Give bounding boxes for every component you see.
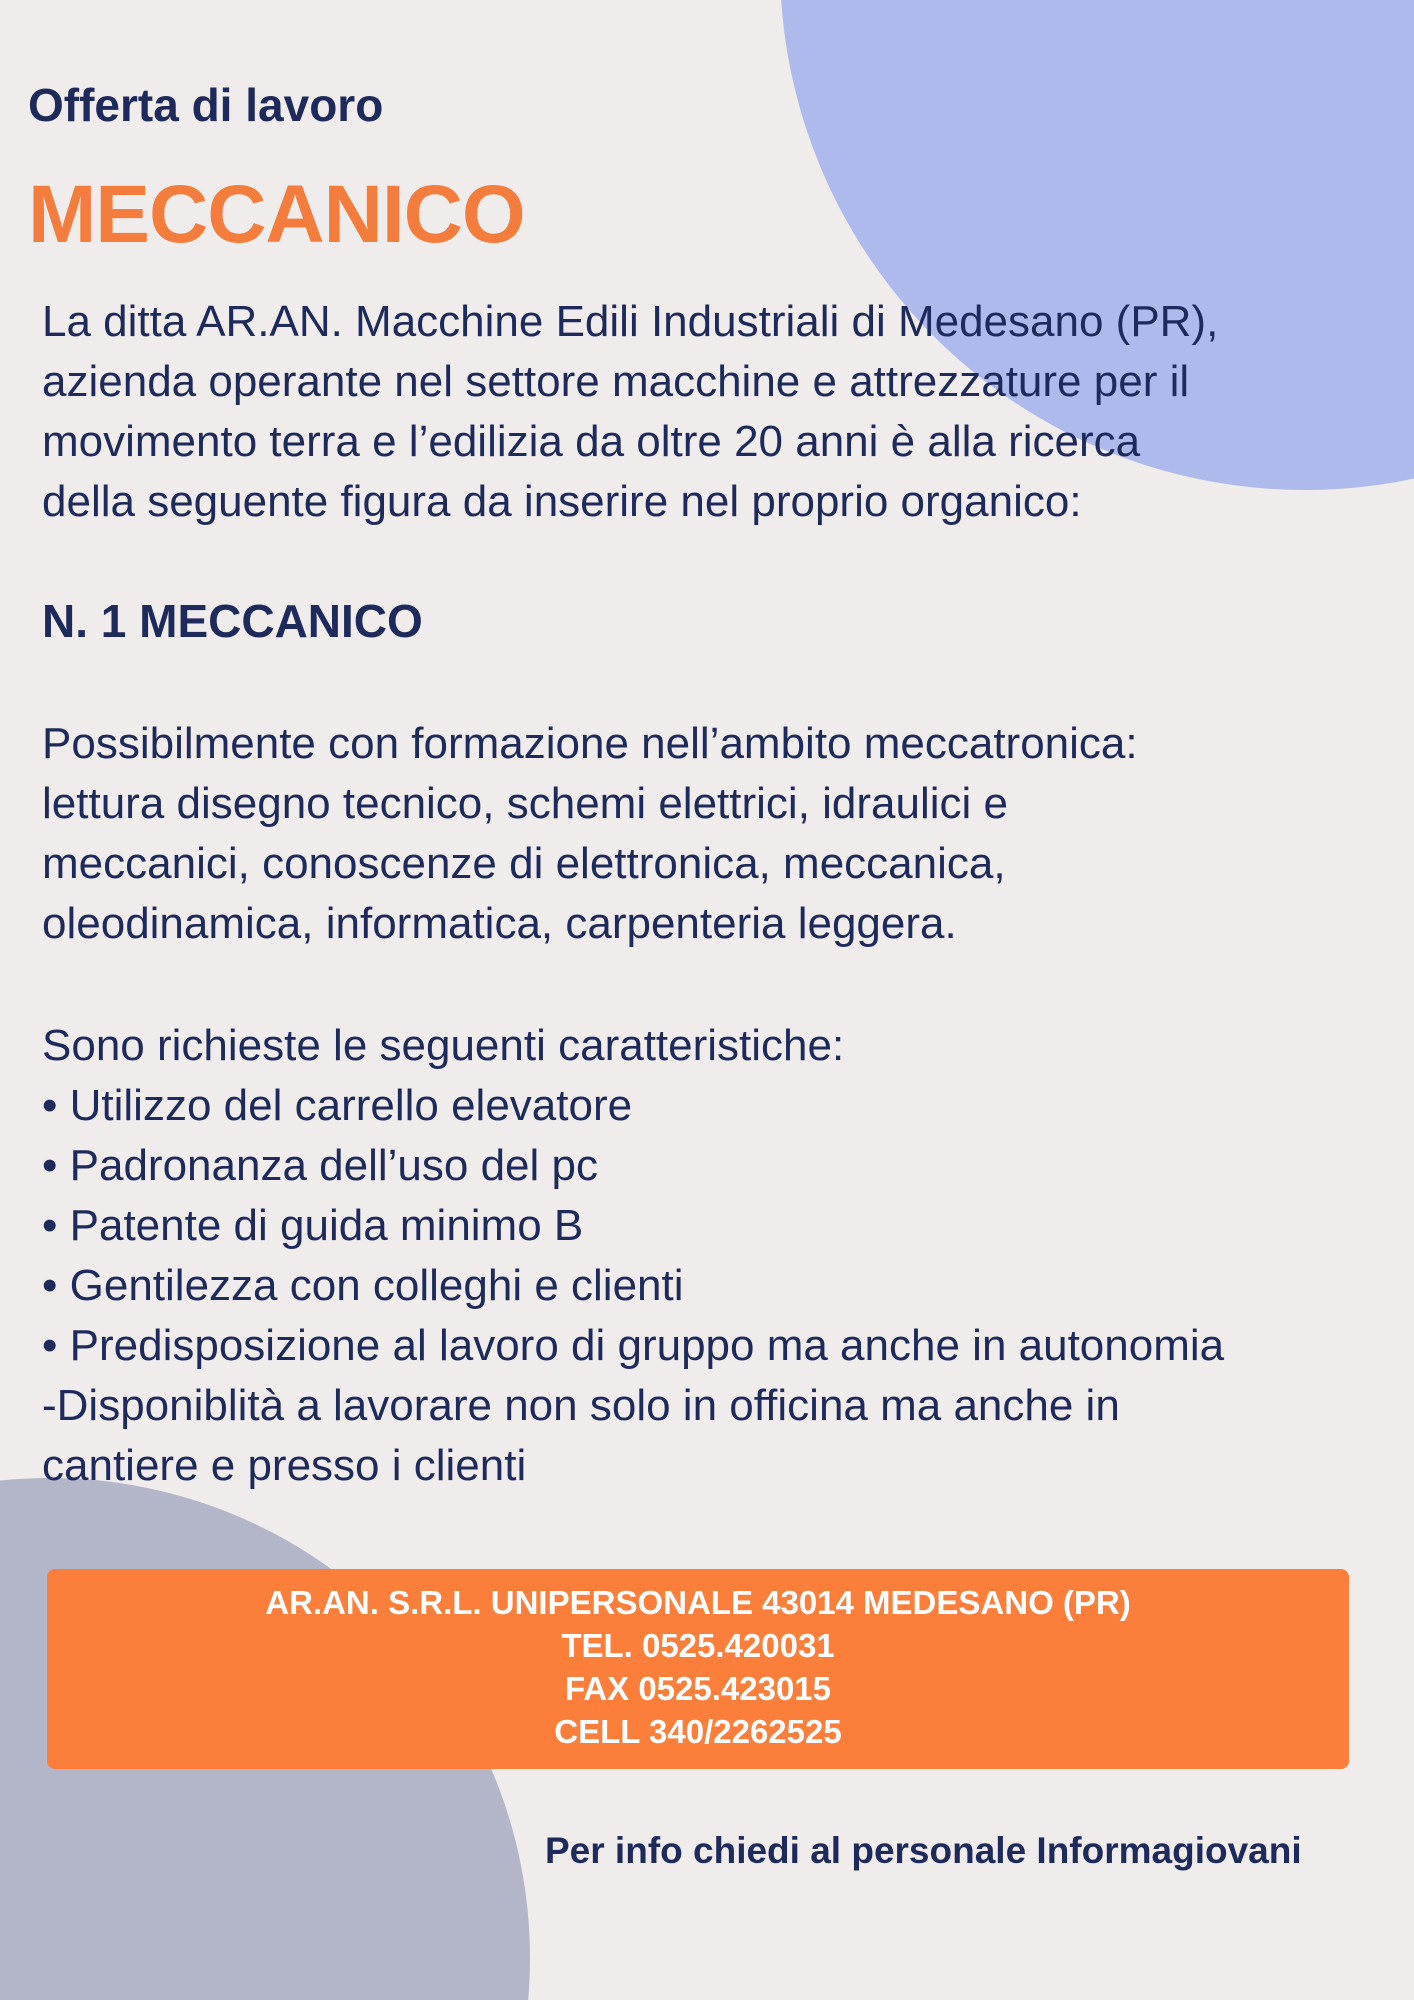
footer-note: Per info chiedi al personale Informagiovani [545,1830,1302,1871]
requirement-item: • Gentilezza con colleghi e clienti [42,1261,684,1310]
requirement-item: cantiere e presso i clienti [42,1441,527,1490]
contact-fax: FAX 0525.423015 [564,1670,832,1707]
intro-line: della seguente figura da inserire nel proprio organico: [42,477,1082,526]
skills-line: meccanici, conoscenze di elettronica, meccanica, [42,839,1006,888]
contact-cell: CELL 340/2262525 [554,1713,842,1750]
requirement-item: • Padronanza dell’uso del pc [42,1141,598,1190]
header-label: Offerta di lavoro [28,79,384,131]
intro-line: azienda operante nel settore macchine e attrezzature per il [42,357,1190,406]
requirement-item: • Patente di guida minimo B [42,1201,584,1250]
position-title: N. 1 MECCANICO [42,595,423,647]
requirement-item: • Utilizzo del carrello elevatore [42,1081,633,1130]
contact-company: AR.AN. S.R.L. UNIPERSONALE 43014 MEDESANO (PR) [265,1584,1131,1621]
requirement-item: • Predisposizione al lavoro di gruppo ma anche in autonomia [42,1321,1225,1370]
requirements-heading: Sono richieste le seguenti caratteristiche: [42,1021,845,1070]
page-title: MECCANICO [28,169,525,260]
intro-paragraph [42,292,1402,532]
skills-paragraph [42,714,1402,954]
intro-line: movimento terra e l’edilizia da oltre 20 anni è alla ricerca [42,417,1141,466]
skills-line: lettura disegno tecnico, schemi elettrici, idraulici e [42,779,1009,828]
requirements-list [42,1016,1402,1496]
requirement-item: -Disponiblità a lavorare non solo in officina ma anche in [42,1381,1120,1430]
intro-line: La ditta AR.AN. Macchine Edili Industriali di Medesano (PR), [42,297,1219,346]
contact-phone: TEL. 0525.420031 [561,1627,835,1664]
skills-line: Possibilmente con formazione nell’ambito meccatronica: [42,719,1138,768]
skills-line: oleodinamica, informatica, carpenteria leggera. [42,899,957,948]
contact-box [47,1569,1349,1769]
